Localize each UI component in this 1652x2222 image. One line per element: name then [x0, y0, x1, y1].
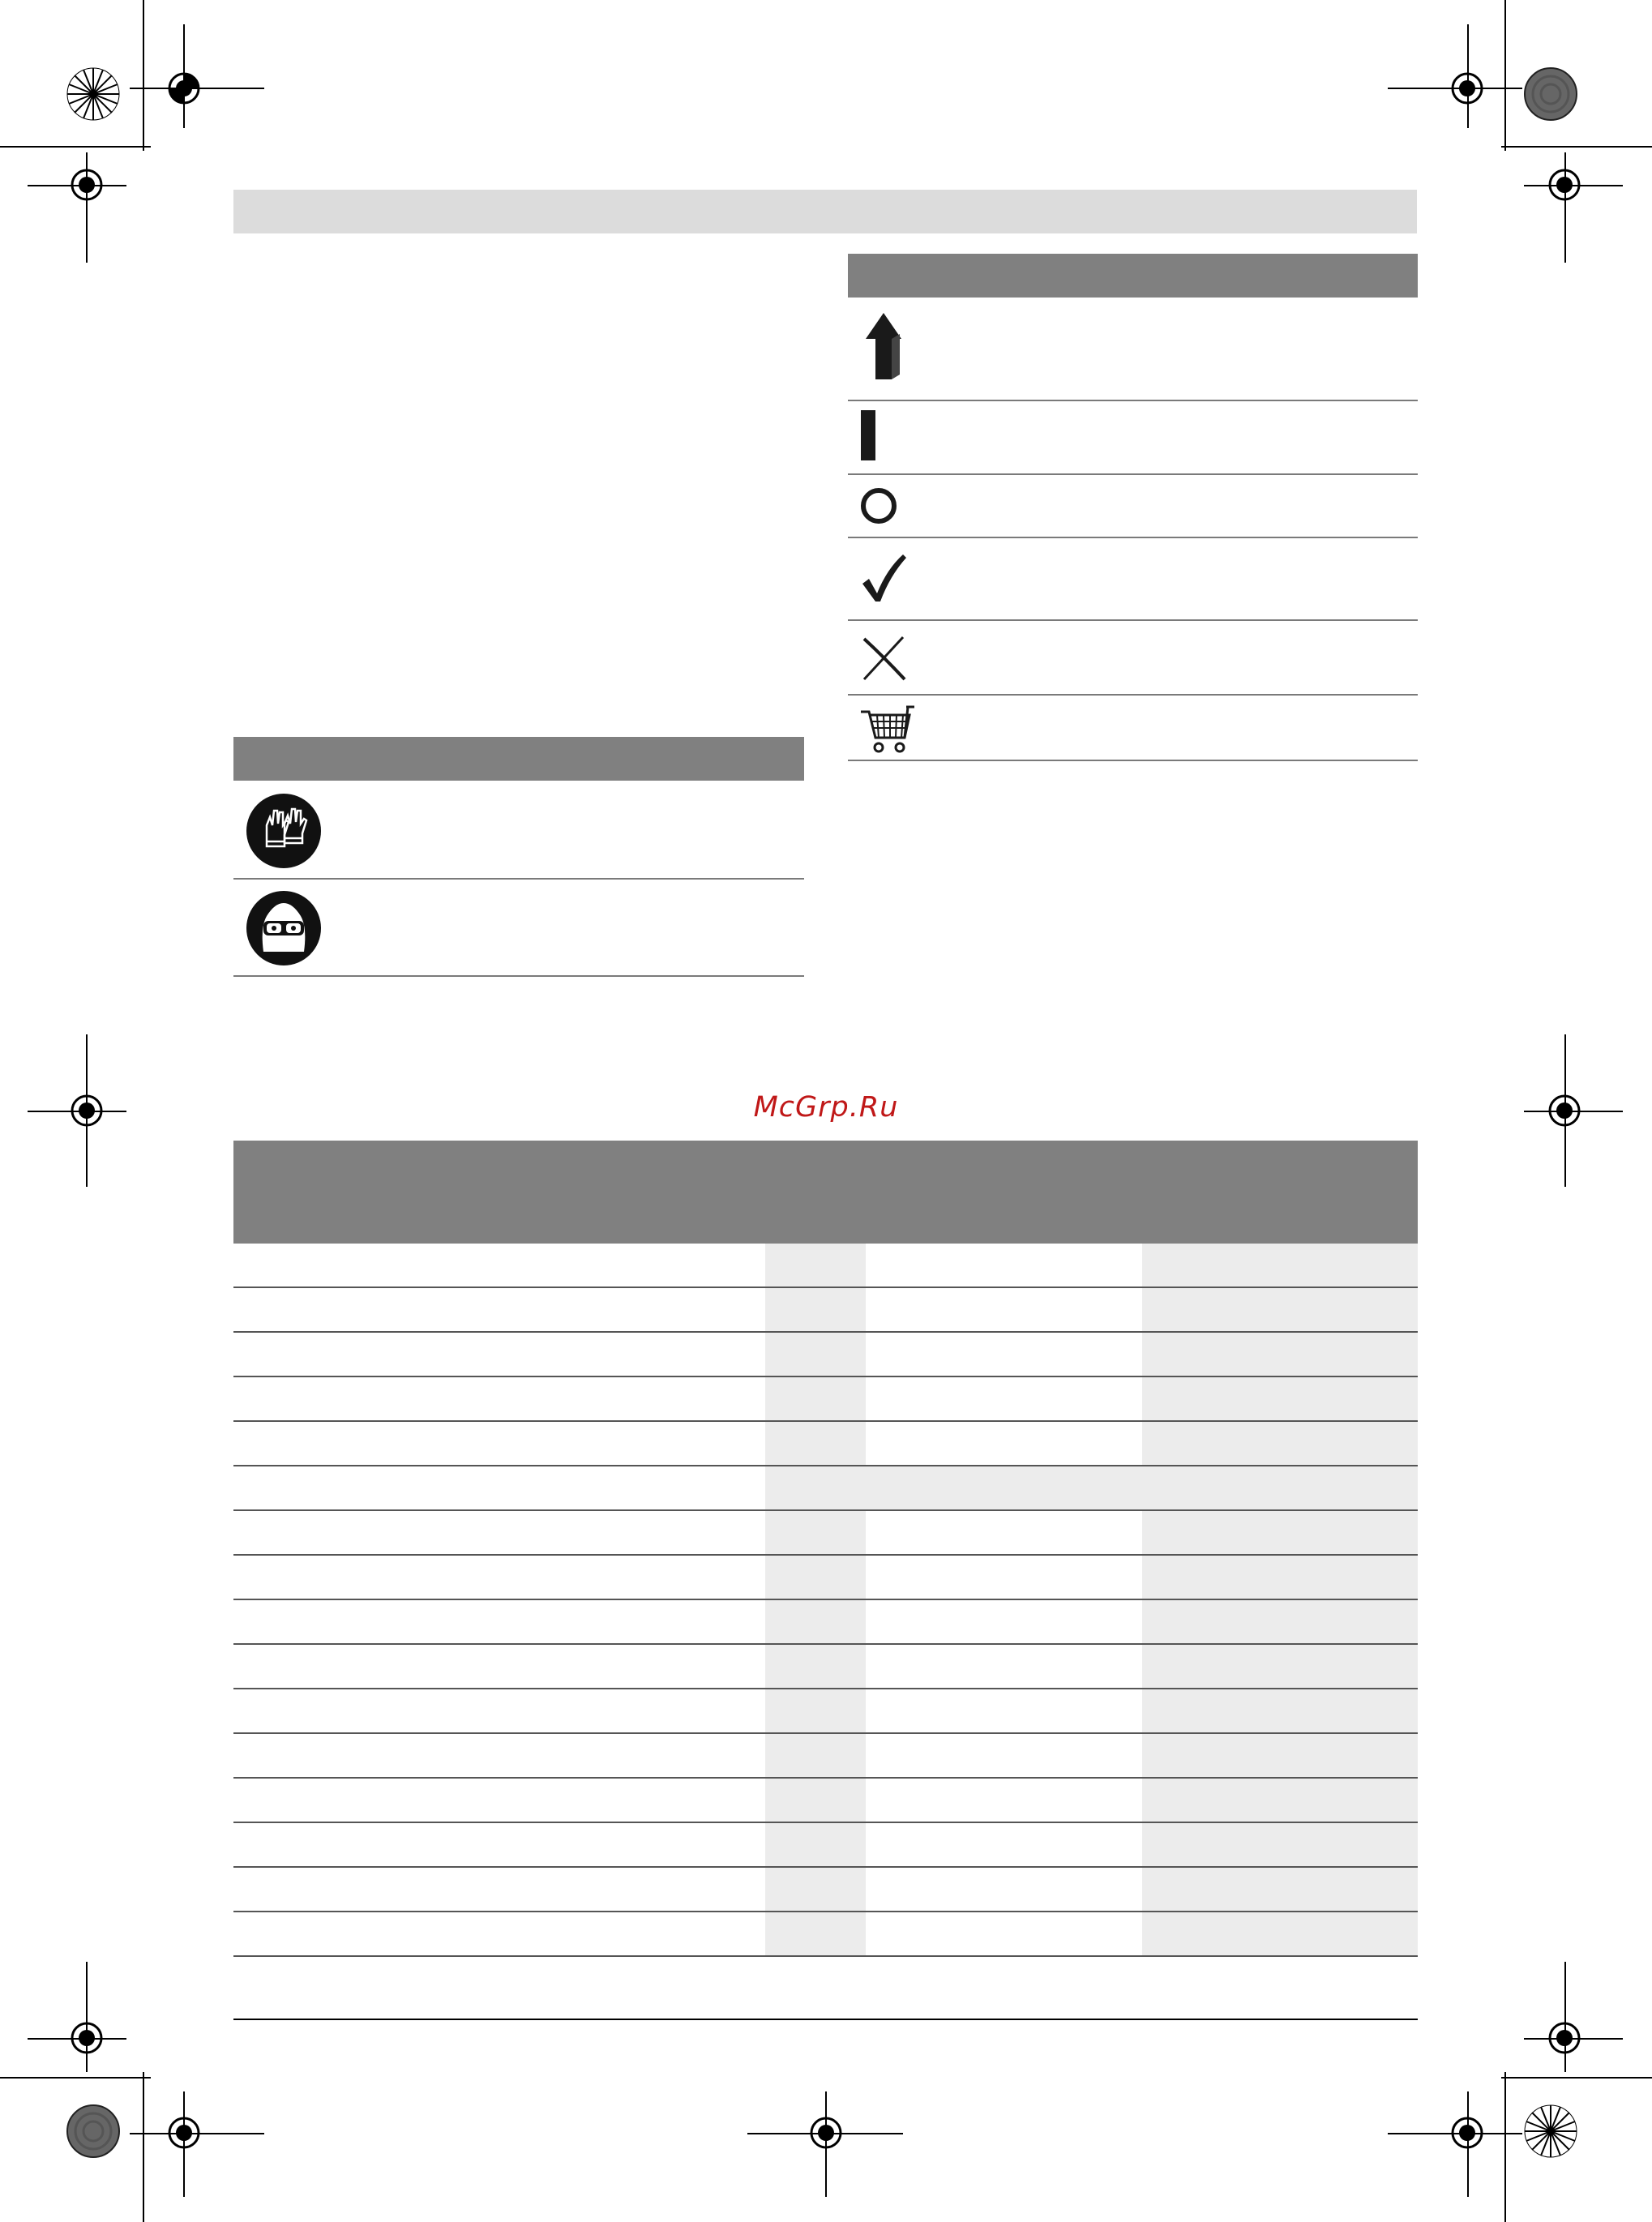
- table-cell: [1142, 1422, 1418, 1465]
- table-row: [233, 1645, 1418, 1689]
- safety-legend-header: [233, 737, 804, 781]
- legend-divider: [848, 694, 1418, 696]
- legend-divider: [233, 975, 804, 977]
- crop-line: [143, 2072, 144, 2222]
- crop-line: [1501, 2077, 1652, 2079]
- table-cell: [765, 1333, 866, 1376]
- watermark: McGrp.Ru: [753, 1091, 899, 1124]
- switch-on-icon: [859, 410, 879, 460]
- density-target-icon: [66, 2104, 120, 2158]
- crop-line: [1504, 2072, 1506, 2222]
- registration-target-icon: [795, 2102, 857, 2164]
- table-cell: [1142, 1600, 1418, 1643]
- page-header-bar: [233, 190, 1417, 233]
- table-cell: [866, 1645, 1142, 1688]
- table-cell: [866, 1288, 1142, 1331]
- table-cell: [1142, 1868, 1418, 1911]
- registration-target-icon: [1436, 2102, 1498, 2164]
- crop-line: [0, 146, 151, 148]
- crop-line: [1504, 0, 1506, 151]
- table-row: [233, 1466, 1418, 1511]
- legend-divider: [848, 760, 1418, 761]
- wear-safety-goggles-icon: [246, 890, 322, 966]
- table-row: [233, 1333, 1418, 1377]
- table-cell: [765, 1422, 866, 1465]
- registration-target-icon: [1534, 154, 1595, 216]
- table-cell: [866, 1600, 1142, 1643]
- table-cell: [233, 1823, 765, 1866]
- table-cell: [233, 1645, 765, 1688]
- table-cell: [1142, 1912, 1418, 1955]
- table-cell: [765, 1288, 866, 1331]
- table-cell: [233, 1868, 765, 1911]
- table-cell: [765, 1689, 866, 1732]
- registration-target-icon: [56, 2007, 118, 2069]
- table-cell: [765, 1823, 866, 1866]
- table-cell: [765, 1244, 866, 1287]
- table-cell: [765, 1779, 866, 1822]
- table-cell: [233, 1377, 765, 1420]
- table-cell: [765, 1511, 866, 1554]
- symbol-legend-header: [848, 254, 1418, 298]
- table-cell: [765, 1912, 866, 1955]
- table-row: [233, 1244, 1418, 1288]
- table-cell: [1142, 1333, 1418, 1376]
- table-row: [233, 1288, 1418, 1333]
- table-row: [233, 1600, 1418, 1645]
- table-cell: [233, 1244, 765, 1287]
- table-body: [233, 1244, 1418, 1957]
- table-cell: [1142, 1689, 1418, 1732]
- starburst-target-icon: [66, 67, 120, 121]
- table-cell: [765, 1466, 1418, 1509]
- table-cell: [233, 1511, 765, 1554]
- table-cell: [233, 1466, 765, 1509]
- table-cell: [1142, 1779, 1418, 1822]
- table-row: [233, 1689, 1418, 1734]
- permitted-checkmark-icon: [859, 551, 909, 605]
- crop-line: [1501, 146, 1652, 148]
- table-row: [233, 1823, 1418, 1868]
- table-cell: [866, 1333, 1142, 1376]
- legend-divider: [848, 537, 1418, 538]
- crop-line: [143, 0, 144, 151]
- table-cell: [765, 1645, 866, 1688]
- direction-arrow-icon: [859, 310, 908, 384]
- table-cell: [866, 1244, 1142, 1287]
- legend-divider: [848, 473, 1418, 475]
- prohibited-cross-icon: [859, 634, 908, 683]
- table-cell: [866, 1422, 1142, 1465]
- table-cell: [866, 1823, 1142, 1866]
- table-cell: [866, 1556, 1142, 1599]
- table-row: [233, 1779, 1418, 1823]
- table-cell: [866, 1377, 1142, 1420]
- technical-data-table: [233, 1141, 1418, 1957]
- table-cell: [1142, 1377, 1418, 1420]
- table-cell: [866, 1734, 1142, 1777]
- registration-target-icon: [1534, 2007, 1595, 2069]
- table-header: [233, 1141, 1418, 1244]
- table-cell: [233, 1600, 765, 1643]
- table-cell: [1142, 1645, 1418, 1688]
- table-row: [233, 1912, 1418, 1957]
- crop-line: [0, 2077, 151, 2079]
- table-cell: [1142, 1823, 1418, 1866]
- table-cell: [233, 1779, 765, 1822]
- starburst-target-icon: [1524, 2104, 1577, 2158]
- accessories-cart-icon: [859, 705, 916, 756]
- table-row: [233, 1422, 1418, 1466]
- table-cell: [1142, 1288, 1418, 1331]
- table-cell: [233, 1556, 765, 1599]
- table-cell: [233, 1422, 765, 1465]
- legend-divider: [848, 619, 1418, 621]
- table-cell: [1142, 1556, 1418, 1599]
- legend-divider: [848, 400, 1418, 401]
- wear-gloves-icon: [246, 793, 322, 869]
- registration-target-icon: [56, 154, 118, 216]
- registration-target-icon: [153, 58, 215, 119]
- registration-target-icon: [1436, 58, 1498, 119]
- table-cell: [866, 1779, 1142, 1822]
- table-cell: [233, 1288, 765, 1331]
- table-cell: [1142, 1511, 1418, 1554]
- table-cell: [765, 1734, 866, 1777]
- density-target-icon: [1524, 67, 1577, 121]
- table-cell: [1142, 1244, 1418, 1287]
- registration-target-icon: [153, 2102, 215, 2164]
- legend-divider: [233, 878, 804, 880]
- table-cell: [765, 1600, 866, 1643]
- table-cell: [866, 1511, 1142, 1554]
- table-cell: [765, 1556, 866, 1599]
- table-row: [233, 1556, 1418, 1600]
- footer-rule: [233, 2019, 1418, 2020]
- table-cell: [233, 1333, 765, 1376]
- table-cell: [233, 1912, 765, 1955]
- table-row: [233, 1377, 1418, 1422]
- table-row: [233, 1868, 1418, 1912]
- table-cell: [233, 1689, 765, 1732]
- table-cell: [233, 1734, 765, 1777]
- table-row: [233, 1734, 1418, 1779]
- table-cell: [866, 1689, 1142, 1732]
- table-row: [233, 1511, 1418, 1556]
- table-cell: [765, 1868, 866, 1911]
- switch-off-icon: [859, 486, 898, 525]
- table-cell: [1142, 1734, 1418, 1777]
- table-cell: [866, 1868, 1142, 1911]
- table-cell: [866, 1912, 1142, 1955]
- table-cell: [765, 1377, 866, 1420]
